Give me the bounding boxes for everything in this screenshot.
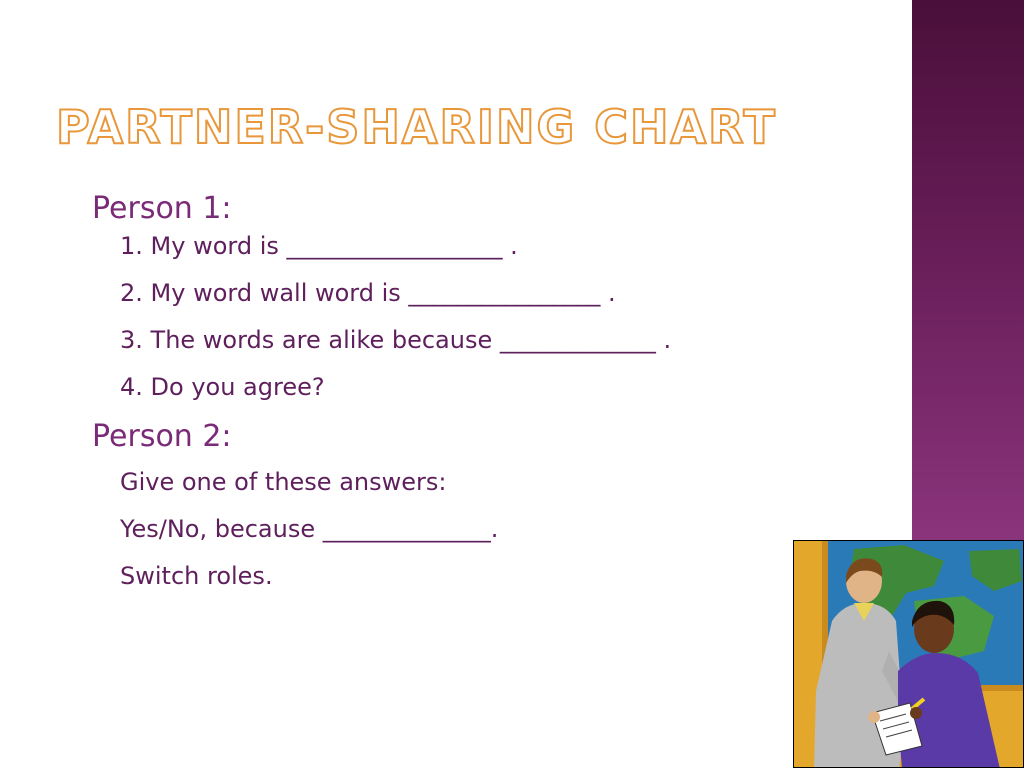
slide-body <box>92 190 671 607</box>
person1-item-2: 2. My word wall word is ________________ . <box>120 279 616 307</box>
person2-item-1: Give one of these answers: <box>120 468 447 496</box>
person1-item-3: 3. The words are alike because _____________ . <box>120 326 672 354</box>
person1-item-4: 4. Do you agree? <box>120 373 325 401</box>
person2-item-2: Yes/No, because ______________. <box>120 515 499 543</box>
person2-item-3: Switch roles. <box>120 562 273 590</box>
two-people-map-clipart <box>793 540 1024 768</box>
slide-title: PARTNER-SHARING CHART <box>56 100 777 154</box>
person2-label: Person 2: <box>92 419 232 454</box>
clipart-illustration <box>794 541 1024 768</box>
person1-item-1: 1. My word is __________________ . <box>120 232 518 260</box>
person1-label: Person 1: <box>92 191 232 226</box>
